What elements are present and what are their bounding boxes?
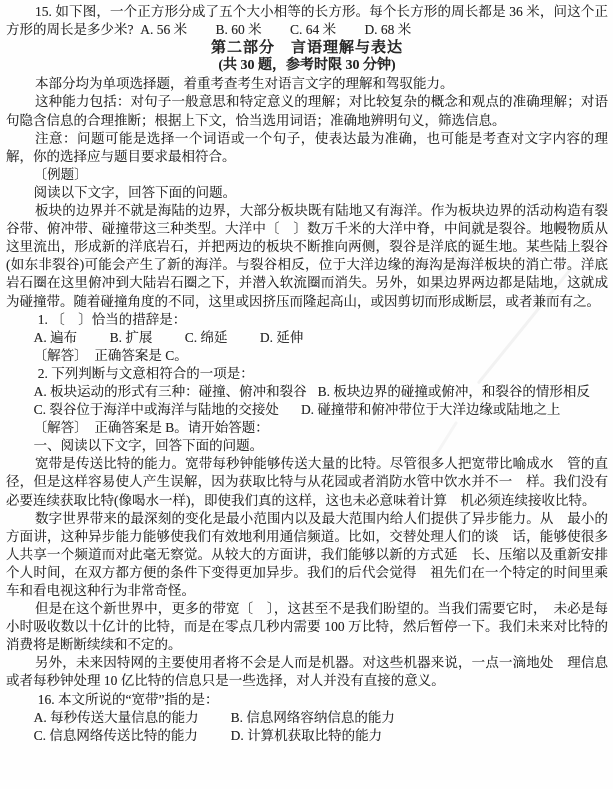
question-1-answer: 〔解答〕 正确答案是 C。 [33,347,188,363]
passage-broadband-paragraph-4: 另外，未来因特网的主要使用者将不会是人而是机器。对这些机器来说，一点一滴地处 理信息或者每秒钟处理 10 亿比特的信息只是一些选择，对人并没有直接的意义。 [6,655,608,689]
example-passage: 板块的边界并不就是海陆的边界，大部分板块既有陆地又有海洋。作为板块边界的活动构造有裂谷带、俯冲带、碰撞带这三种类型。大洋中〔 〕数万千米的大洋中脊，中间就是裂谷。地幔物质从这里流出，形成新的洋底岩石，并把两边的板块不断推向两侧，裂谷是洋底的诞生地。某些陆上裂谷(如东非裂谷)可能会产生了新的海洋。与裂谷相反，位于大洋边缘的海沟是海洋板块的消亡带。洋底岩石圈在这里俯冲到大陆岩石圈之下，并潜入软流圈而消失。另外，如果边界两边都是陆地，这就成为碰撞带。随着碰撞角度的不同，这里或因挤压而隆起高山，或因剪切而形成断层，或者兼而有之。 [6,203,608,309]
passage-broadband-paragraph-2: 数字世界带来的最深刻的变化是最小范围内以及最大范围内给人们提供了异步能力。从 最小的方面讲，这种异步能力能够使我们有效地利用通信频道。比如，交替处理人们的谈 话，能够使很多人共享一个频道而对此毫无察觉。从较大的方面讲，我们能够以新的方式延 长、压缩以及重新安排个人时间，在双方都方便的条件下变得更加异步。我们的后代会觉得 祖先们在一个特定的时间里乘车和看电视这种行为非常奇怪。 [6,510,608,598]
example-label: 〔例题〕 [33,166,88,182]
question-16-option-d: D. 计算机获取比特的能力 [230,727,383,743]
question-2-stem: 2. 下列判断与文意相符合的一项是： [37,365,254,381]
question-16-options-row-2 [6,727,608,745]
question-1-option-d: D. 延伸 [259,329,304,345]
question-16-options-row-1 [6,709,608,727]
intro-paragraph-3: 注意：问题可能是选择一个词语或一个句子，使表达最为准确，也可能是考查对文字内容的理解，你的选择应与题目要求最相符合。 [6,130,608,164]
intro-paragraph-2: 这种能力包括：对句子一般意思和特定意义的理解；对比较复杂的概念和观点的准确理解；对语句隐含信息的合理推断；根据上下文，恰当选用词语；准确地辨明句义，筛选信息。 [6,94,608,128]
question-1-stem: 1. 〔 〕恰当的措辞是： [37,311,187,327]
question-1-option-a: A. 遍布 [33,329,78,345]
part1-heading: 一、阅读以下文字，回答下面的问题。 [33,438,264,454]
question-2-option-c: C. 裂谷位于海洋中或海洋与陆地的交接处 [33,402,279,418]
passage-broadband-paragraph-1: 宽带是传送比特的能力。宽带每秒钟能够传送大量的比特。尽管很多人把宽带比喻成水 管的直径，但是这样容易使人产生误解，因为获取比特与从花园或者消防水管中饮水并不一 样。我们没有必要连续获取比特(像喝水一样)，即使我们真的这样，这也未必意味着计算 机必须连续接收比特。 [6,456,608,508]
question-16-option-a: A. 每秒传送大量信息的能力 [33,709,199,725]
question-15-option-c: C. 64 米 [289,22,337,38]
question-2-options-row-2 [6,401,608,419]
question-1-option-b: B. 扩展 [109,329,153,345]
part2-subtitle: (共 30 题，参考时限 30 分钟) [218,58,396,74]
question-1-options [6,329,608,347]
example-instruction: 阅读以下文字，回答下面的问题。 [33,184,237,200]
question-15-option-a: A. 56 米 [140,22,188,38]
part2-title: 第二部分 言语理解与表达 [210,40,403,57]
question-16-option-b: B. 信息网络容纳信息的能力 [230,709,395,725]
question-15-stem: 15. 如下图，一个正方形分成了五个大小相等的长方形。每个长方形的周长都是 36 米，问这个正方形的周长是多少米? [6,4,608,38]
question-16-stem: 16. 本文所说的“宽带”指的是： [37,691,219,707]
question-2-options-row-1 [6,383,608,401]
passage-broadband-paragraph-3: 但是在这个新世界中，更多的带宽〔 〕，这甚至不是我们盼望的。当我们需要它时， 未必是每小时吸收数以十亿计的比特，而是在零点几秒内需要 100 万比特，然后暂停一下。我们未来对比特的消费将是断断续续和不定的。 [6,601,608,653]
question-2-answer: 〔解答〕 正确答案是 B。请开始答题： [33,420,269,436]
question-15-option-d: D. 68 米 [364,22,412,38]
question-2-option-b: B. 板块边界的碰撞或俯冲，和裂谷的情形相反 [317,383,590,399]
question-1-option-c: C. 绵延 [184,329,228,345]
question-15-option-b: B. 60 米 [215,22,262,38]
question-15 [6,3,608,39]
intro-paragraph-1: 本部分均为单项选择题，着重考查考生对语言文字的理解和驾驭能力。 [35,76,454,92]
question-16-option-c: C. 信息网络传送比特的能力 [33,727,198,743]
question-2-option-a: A. 板块运动的形式有三种：碰撞、俯冲和裂谷 [33,383,307,399]
question-2-option-d: D. 碰撞带和俯冲带位于大洋边缘或陆地之上 [300,402,561,418]
